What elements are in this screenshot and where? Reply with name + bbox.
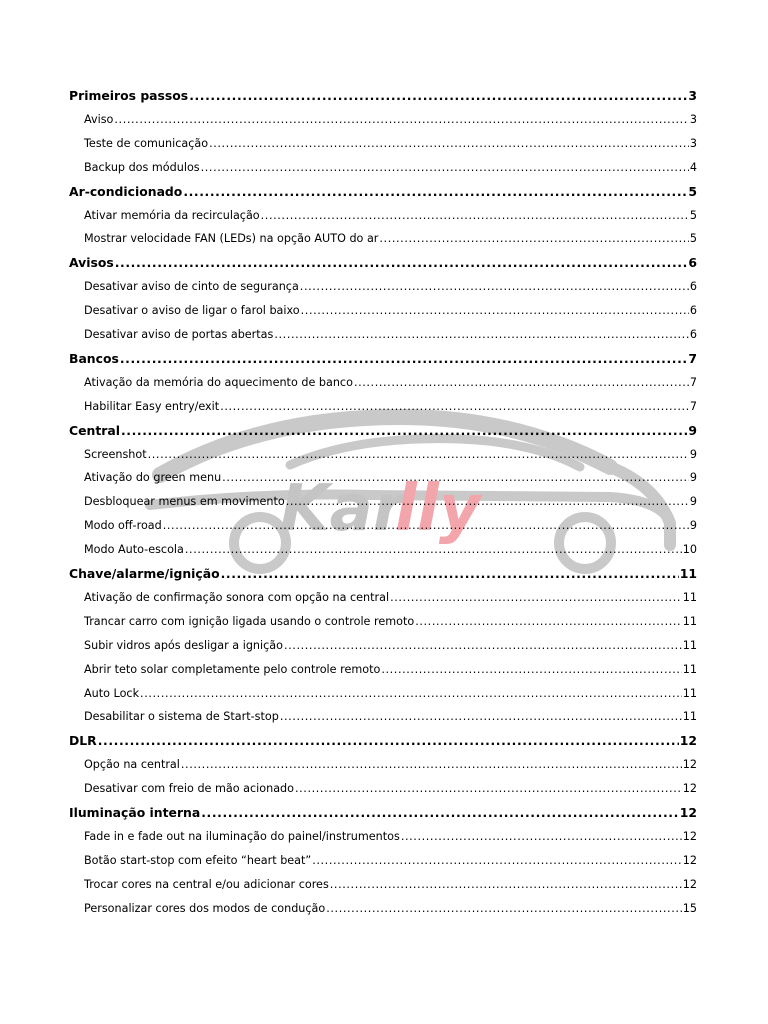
toc-dot-leader — [163, 516, 689, 536]
toc-section-entry[interactable] — [69, 731, 697, 751]
toc-dot-leader — [209, 134, 689, 154]
toc-page-number: 11 — [682, 686, 697, 700]
toc-subsection-entry[interactable] — [84, 134, 697, 154]
toc-section-entry[interactable] — [69, 803, 697, 823]
toc-dot-leader — [185, 540, 682, 560]
toc-subsection-entry[interactable] — [84, 755, 697, 775]
toc-section-entry[interactable] — [69, 564, 697, 584]
toc-subsection-entry[interactable] — [84, 636, 697, 656]
toc-subsection-entry[interactable] — [84, 684, 697, 704]
toc-dot-leader — [221, 564, 679, 584]
toc-subsection-entry[interactable] — [84, 540, 697, 560]
toc-section-entry[interactable] — [69, 349, 697, 369]
toc-page-number: 12 — [682, 853, 697, 867]
toc-entry-title: Ativação do green menu — [84, 471, 222, 485]
toc-page-number: 7 — [688, 350, 697, 366]
toc-entry-title: Desabilitar o sistema de Start-stop — [84, 710, 279, 724]
toc-page-number: 6 — [689, 280, 697, 294]
toc-entry-title: Abrir teto solar completamente pelo controle remoto — [84, 662, 381, 676]
toc-page-number: 11 — [682, 662, 697, 676]
toc-dot-leader — [312, 851, 682, 871]
toc-entry-title: Screenshot — [84, 447, 147, 461]
toc-subsection-entry[interactable] — [84, 229, 697, 249]
toc-page-number: 9 — [689, 447, 697, 461]
toc-entry-title: Desativar aviso de portas abertas — [84, 328, 274, 341]
toc-subsection-entry[interactable] — [84, 588, 697, 608]
toc-dot-leader — [300, 277, 689, 297]
toc-subsection-entry[interactable] — [84, 158, 697, 178]
toc-subsection-entry[interactable] — [84, 445, 697, 465]
toc-dot-leader — [98, 731, 679, 751]
toc-entry-title: Iluminação interna — [69, 805, 201, 820]
toc-entry-title: Avisos — [69, 255, 114, 271]
toc-page-number: 6 — [689, 304, 697, 318]
watermark-text-kar: Kar — [280, 472, 405, 546]
toc-page-number: 11 — [679, 566, 697, 581]
toc-entry-title: Ativar memória da recirculação — [84, 208, 260, 222]
toc-dot-leader — [121, 421, 687, 441]
toc-subsection-entry[interactable] — [84, 492, 697, 512]
toc-dot-leader — [140, 684, 682, 704]
toc-dot-leader — [222, 468, 689, 488]
toc-subsection-entry[interactable] — [84, 707, 697, 727]
toc-dot-leader — [189, 86, 687, 106]
toc-entry-title: Desbloquear menus em movimento — [84, 495, 285, 509]
toc-page-number: 4 — [689, 160, 697, 174]
toc-subsection-entry[interactable] — [84, 397, 697, 417]
toc-page-number: 11 — [682, 614, 697, 628]
toc-subsection-entry[interactable] — [84, 851, 697, 871]
toc-dot-leader — [220, 397, 689, 417]
toc-page-number: 11 — [682, 590, 697, 604]
toc-entry-title: Opção na central — [84, 758, 180, 772]
toc-entry-title: Modo off-road — [84, 519, 162, 533]
toc-page-number: 3 — [689, 136, 697, 150]
toc-entry-title: Fade in e fade out na iluminação do painel/instrumentos — [84, 829, 400, 843]
toc-dot-leader — [301, 301, 689, 321]
toc-page-number: 9 — [689, 519, 697, 533]
toc-dot-leader — [201, 158, 689, 178]
toc-page-number: 9 — [689, 471, 697, 485]
toc-page-number: 12 — [679, 733, 697, 749]
toc-dot-leader — [330, 875, 682, 895]
toc-section-entry[interactable] — [69, 421, 697, 441]
toc-page-number: 12 — [682, 782, 697, 796]
toc-dot-leader — [114, 110, 688, 130]
toc-dot-leader — [280, 707, 682, 727]
toc-page-number: 5 — [689, 208, 697, 222]
toc-entry-title: Backup dos módulos — [84, 160, 200, 174]
toc-dot-leader — [181, 755, 682, 775]
toc-entry-title: Desativar com freio de mão acionado — [84, 782, 294, 796]
toc-page-number: 3 — [689, 112, 697, 126]
toc-entry-title: Primeiros passos — [69, 88, 189, 103]
toc-entry-title: Trocar cores na central e/ou adicionar cores — [84, 877, 329, 891]
toc-page-number: 7 — [689, 399, 697, 413]
toc-section-entry[interactable] — [69, 253, 697, 273]
toc-subsection-entry[interactable] — [84, 779, 697, 799]
toc-entry-title: Bancos — [69, 350, 119, 366]
toc-page-number: 12 — [682, 758, 697, 772]
toc-subsection-entry[interactable] — [84, 373, 697, 393]
toc-subsection-entry[interactable] — [84, 660, 697, 680]
toc-page-number: 9 — [689, 495, 697, 509]
toc-dot-leader — [354, 373, 689, 393]
toc-subsection-entry[interactable] — [84, 206, 697, 226]
toc-entry-title: Trancar carro com ignição ligada usando o controle remoto — [84, 614, 415, 628]
toc-dot-leader — [415, 612, 682, 632]
toc-section-entry[interactable] — [69, 182, 697, 202]
toc-page-number: 6 — [688, 255, 697, 271]
toc-dot-leader — [295, 779, 682, 799]
toc-entry-title: Ativação de confirmação sonora com opção na central — [84, 590, 390, 604]
toc-page-number: 7 — [689, 375, 697, 389]
toc-subsection-entry[interactable] — [84, 875, 697, 895]
toc-dot-leader — [390, 588, 682, 608]
toc-page-number: 9 — [688, 422, 697, 438]
toc-section-entry[interactable] — [69, 86, 697, 106]
toc-page-number: 5 — [688, 183, 697, 199]
toc-entry-title: Aviso — [84, 112, 114, 126]
toc-entry-title: Mostrar velocidade FAN (LEDs) na opção AUTO do ar — [84, 232, 379, 246]
toc-dot-leader — [115, 253, 688, 273]
toc-dot-leader — [381, 660, 681, 680]
toc-entry-title: Auto Lock — [84, 686, 140, 700]
toc-page-number: 11 — [682, 638, 697, 652]
toc-dot-leader — [326, 899, 682, 919]
toc-subsection-entry[interactable] — [84, 325, 697, 345]
toc-entry-title: Personalizar cores dos modos de condução — [84, 901, 326, 915]
watermark-text-lly: lly — [395, 472, 481, 546]
toc-dot-leader — [284, 636, 682, 656]
toc-page-number: 11 — [682, 710, 697, 724]
toc-dot-leader — [379, 229, 688, 249]
toc-entry-title: Subir vidros após desligar a ignição — [84, 638, 283, 652]
toc-page-number: 5 — [689, 232, 697, 246]
toc-page-number: 15 — [682, 901, 697, 915]
toc-entry-title: Central — [69, 422, 120, 438]
toc-entry-title: Teste de comunicação — [84, 136, 209, 150]
toc-entry-title: Ar-condicionado — [69, 183, 183, 199]
toc-entry-title: Botão start-stop com efeito “heart beat” — [84, 853, 312, 867]
toc-dot-leader — [261, 206, 689, 226]
toc-entry-title: Desativar o aviso de ligar o farol baixo — [84, 304, 300, 318]
toc-subsection-entry[interactable] — [84, 612, 697, 632]
toc-page-number: 12 — [682, 877, 697, 891]
toc-subsection-entry[interactable] — [84, 277, 697, 297]
toc-entry-title: Habilitar Easy entry/exit — [84, 399, 220, 413]
toc-page-number: 12 — [679, 805, 697, 820]
toc-page-number: 6 — [689, 328, 697, 341]
toc-dot-leader — [201, 803, 679, 823]
toc-dot-leader — [286, 492, 689, 512]
toc-entry-title: Chave/alarme/ignição — [69, 566, 220, 581]
toc-page-number: 12 — [682, 829, 697, 843]
toc-subsection-entry[interactable] — [84, 468, 697, 488]
toc-subsection-entry[interactable] — [84, 516, 697, 536]
toc-dot-leader — [148, 445, 689, 465]
toc-page-number: 10 — [682, 543, 697, 557]
toc-entry-title: Desativar aviso de cinto de segurança — [84, 280, 299, 294]
toc-dot-leader — [183, 182, 687, 202]
toc-entry-title: DLR — [69, 733, 97, 749]
toc-dot-leader — [401, 827, 682, 847]
toc-entry-title: Ativação da memória do aquecimento de banco — [84, 375, 353, 389]
toc-entry-title: Modo Auto-escola — [84, 543, 184, 557]
toc-subsection-entry[interactable] — [84, 110, 697, 130]
toc-dot-leader — [120, 349, 688, 369]
toc-subsection-entry[interactable] — [84, 827, 697, 847]
toc-dot-leader — [274, 325, 689, 345]
toc-page-number: 3 — [688, 88, 697, 103]
toc-subsection-entry[interactable] — [84, 899, 697, 919]
toc-subsection-entry[interactable] — [84, 301, 697, 321]
